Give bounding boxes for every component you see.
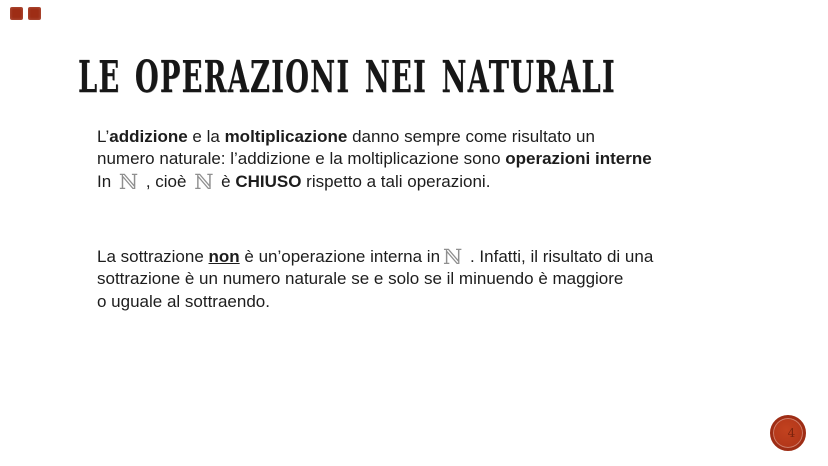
body-text: è [216, 171, 236, 191]
body-text-bold: addizione [109, 127, 188, 146]
body-text: è un’operazione interna in [239, 247, 441, 266]
slide-number: 4 [787, 426, 796, 440]
stamp-square-icon [10, 7, 23, 20]
body-text: e la [187, 127, 225, 146]
body-text: , cioè [141, 171, 192, 191]
body-text-bold: operazioni interne [505, 149, 652, 169]
body-text: In [97, 171, 116, 191]
body-text: o uguale al sottraendo. [97, 291, 270, 311]
body-text: numero naturale: l’addizione e la moltiplicazione sono [97, 149, 506, 169]
stamp-square-icon [28, 7, 41, 20]
body-text: rispetto a tali operazioni. [301, 171, 491, 191]
body-text: L’ [97, 127, 110, 146]
body-text-bold: CHIUSO [235, 171, 302, 191]
body-text: La sottrazione [97, 247, 209, 266]
body-text: danno sempre come risultato un [347, 127, 595, 146]
body-text: . Infatti, il risultato di una [465, 247, 654, 266]
slide-number-badge [770, 415, 806, 451]
paragraph-addition-multiplication [97, 126, 697, 193]
naturals-symbol: ℕ [443, 245, 463, 269]
paragraph-subtraction [97, 246, 697, 313]
naturals-symbol: ℕ [194, 169, 214, 194]
body-text: sottrazione è un numero naturale se e solo se il minuendo è maggiore [97, 269, 624, 289]
naturals-symbol: ℕ [118, 169, 139, 194]
body-text-bold-underline: non [208, 247, 240, 266]
body-text-bold: moltiplicazione [224, 127, 348, 146]
slide-title: LE OPERAZIONI NEI NATURALI [78, 52, 616, 103]
